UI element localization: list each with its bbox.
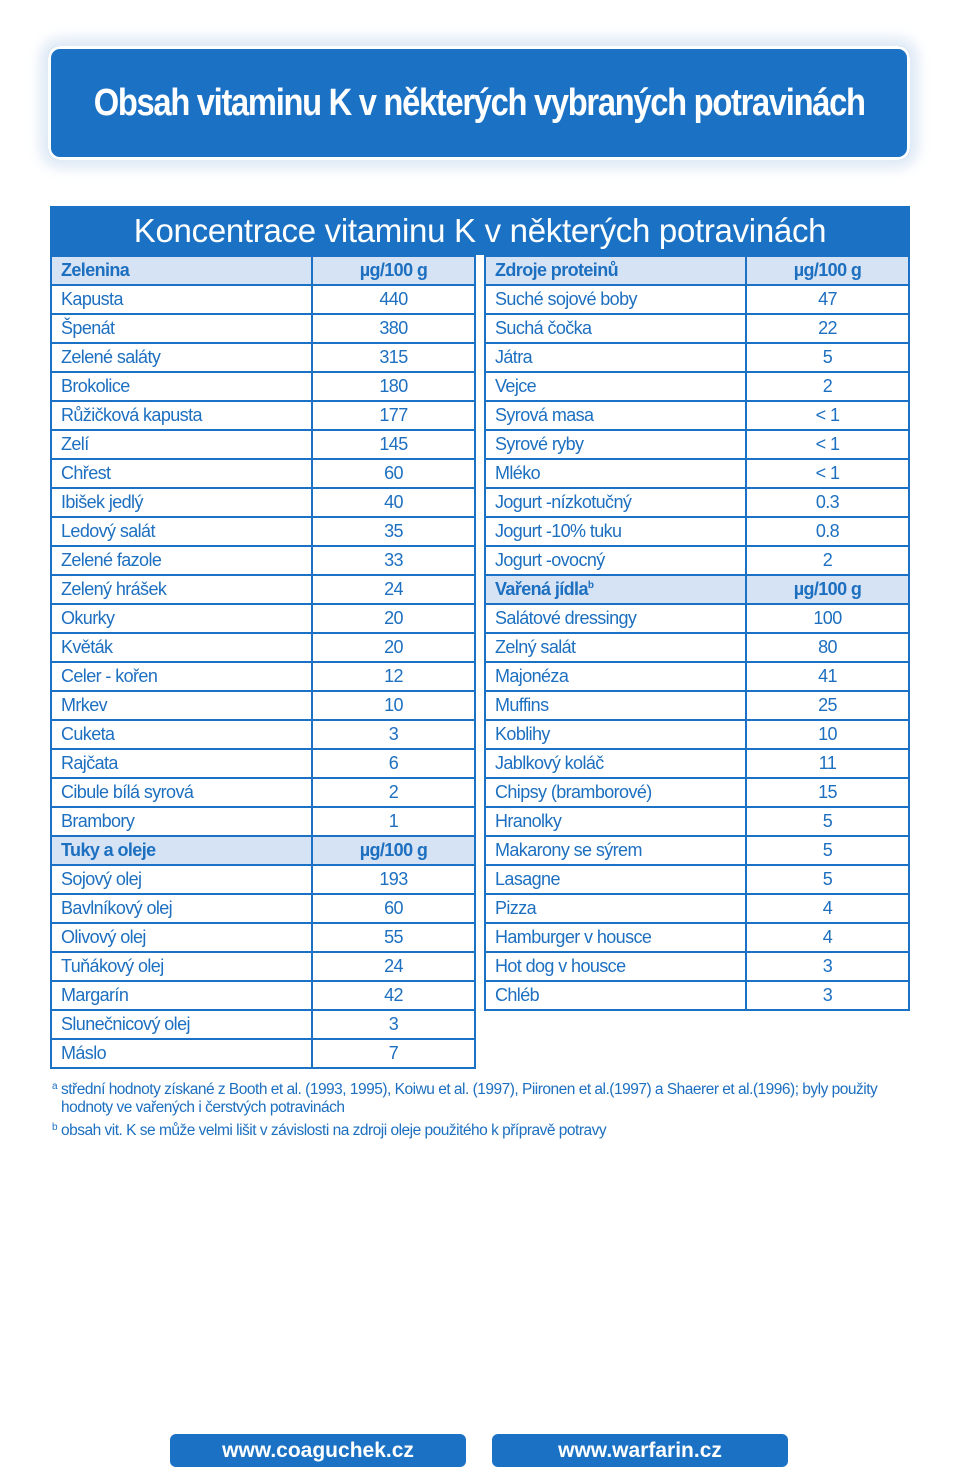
name-text: Olivový olej: [61, 927, 146, 947]
name-text: Kapusta: [61, 289, 123, 309]
table-row: [51, 517, 475, 546]
vitamin-k-value: 0.8: [746, 517, 909, 546]
table-row: [51, 865, 475, 894]
vitamin-k-value: 180: [312, 372, 475, 401]
vitamin-k-value: 3: [746, 981, 909, 1010]
name-text: Hamburger v housce: [495, 927, 652, 947]
name-text: Celer - kořen: [61, 666, 158, 686]
vitamin-k-value: 145: [312, 430, 475, 459]
page-title: Obsah vitaminu K v některých vybraných potravinách: [93, 81, 865, 124]
table-row: [51, 633, 475, 662]
food-name: [51, 662, 312, 691]
table-row: [51, 488, 475, 517]
vitamin-k-value: 7: [312, 1039, 475, 1068]
table-row: [51, 459, 475, 488]
footnote-text: střední hodnoty získané z Booth et al. (1993, 1995), Koiwu et al. (1997), Piironen et al.(1997) a Shaerer et al.(1996); byly použity hodnoty ve vařených i čerstvých potravinách: [61, 1081, 878, 1116]
table-row: [51, 807, 475, 836]
food-name: [51, 807, 312, 836]
food-name: [51, 1010, 312, 1039]
vitamin-k-value: 10: [746, 720, 909, 749]
food-name: [485, 343, 746, 372]
name-text: Zdroje proteinů: [495, 260, 618, 280]
unit-label: µg/100 g: [746, 575, 909, 604]
vitamin-k-value: 177: [312, 401, 475, 430]
category-name: [51, 836, 312, 865]
coaguchek-link-button[interactable]: www.coaguchek.cz: [170, 1434, 466, 1467]
food-name: [485, 923, 746, 952]
warfarin-link-button[interactable]: www.warfarin.cz: [492, 1434, 788, 1467]
table-row: [51, 546, 475, 575]
footnote-text: obsah vit. K se může velmi lišit v závislosti na zdroji oleje použitého k přípravě potravy: [61, 1122, 607, 1139]
vitamin-k-value: 1: [312, 807, 475, 836]
food-name: [485, 633, 746, 662]
table-row: [51, 575, 475, 604]
name-text: Chipsy (bramborové): [495, 782, 652, 802]
table-row: [485, 923, 909, 952]
name-text: Zelný salát: [495, 637, 576, 657]
vitamin-k-value: 25: [746, 691, 909, 720]
table-row: [51, 923, 475, 952]
food-name: [51, 894, 312, 923]
footnote-b: [52, 1122, 922, 1140]
name-text: Majonéza: [495, 666, 569, 686]
table-row: [51, 778, 475, 807]
name-text: Jogurt -10% tuku: [495, 521, 622, 541]
table-row: [51, 604, 475, 633]
vitamin-k-value: 47: [746, 285, 909, 314]
vitamin-k-value: < 1: [746, 459, 909, 488]
vitamin-k-value: 193: [312, 865, 475, 894]
vitamin-k-value: 440: [312, 285, 475, 314]
name-text: Vařená jídla: [495, 579, 588, 599]
table-row: [485, 517, 909, 546]
vitamin-k-value: 33: [312, 546, 475, 575]
name-text: Zelenina: [61, 260, 130, 280]
vitamin-k-value: 2: [746, 546, 909, 575]
table-row: [51, 749, 475, 778]
food-name: [485, 720, 746, 749]
food-name: [51, 401, 312, 430]
name-text: Syrová masa: [495, 405, 594, 425]
vitamin-k-value: 315: [312, 343, 475, 372]
title-banner: [48, 46, 910, 160]
food-name: [51, 865, 312, 894]
name-text: Slunečnicový olej: [61, 1014, 190, 1034]
food-name: [51, 749, 312, 778]
table-row: [51, 285, 475, 314]
name-text: Zelí: [61, 434, 89, 454]
food-name: [485, 778, 746, 807]
food-name: [485, 430, 746, 459]
food-name: [485, 401, 746, 430]
table-row: [485, 546, 909, 575]
table-row: [485, 807, 909, 836]
food-name: [485, 981, 746, 1010]
name-text: Zelené fazole: [61, 550, 162, 570]
food-name: [51, 720, 312, 749]
name-text: Růžičková kapusta: [61, 405, 202, 425]
food-name: [485, 604, 746, 633]
category-name: [485, 256, 746, 285]
table-row: [485, 662, 909, 691]
table-row: [485, 372, 909, 401]
food-name: [51, 575, 312, 604]
name-text: Játra: [495, 347, 533, 367]
table-row: [485, 604, 909, 633]
food-name: [485, 836, 746, 865]
table-row: [51, 314, 475, 343]
name-text: Lasagne: [495, 869, 560, 889]
name-text: Muffins: [495, 695, 549, 715]
table-row: [485, 720, 909, 749]
food-name: [51, 372, 312, 401]
vitamin-k-value: 3: [312, 720, 475, 749]
food-name: [485, 662, 746, 691]
name-text: Pizza: [495, 898, 537, 918]
name-text: Okurky: [61, 608, 115, 628]
table-row: [51, 691, 475, 720]
food-name: [485, 285, 746, 314]
vitamin-k-value: 60: [312, 894, 475, 923]
footnote-mark: b: [52, 1122, 58, 1133]
name-text: Mrkev: [61, 695, 107, 715]
vitamin-k-value: 11: [746, 749, 909, 778]
table-row: [485, 952, 909, 981]
vitamin-k-value: 80: [746, 633, 909, 662]
table-row: [51, 1039, 475, 1068]
table-row: [485, 749, 909, 778]
table-title: Koncentrace vitaminu K v některých potravinách: [50, 206, 910, 255]
table-row: [51, 662, 475, 691]
vitamin-k-value: 5: [746, 807, 909, 836]
food-name: [485, 894, 746, 923]
vitamin-k-value: 10: [312, 691, 475, 720]
name-text: Tuky a oleje: [61, 840, 156, 860]
table-row: [51, 952, 475, 981]
name-text: Koblihy: [495, 724, 550, 744]
food-name: [51, 778, 312, 807]
name-text: Chřest: [61, 463, 111, 483]
table-header-row: [485, 256, 909, 285]
table-header-row: [51, 256, 475, 285]
name-text: Brokolice: [61, 376, 130, 396]
food-name: [51, 517, 312, 546]
name-text: Květák: [61, 637, 113, 657]
table-row: [485, 285, 909, 314]
vitamin-k-value: 22: [746, 314, 909, 343]
food-name: [485, 314, 746, 343]
vitamin-k-value: 5: [746, 865, 909, 894]
footnote-mark: a: [52, 1081, 58, 1092]
name-text: Chléb: [495, 985, 540, 1005]
name-text: Hranolky: [495, 811, 562, 831]
food-name: [51, 923, 312, 952]
food-name: [485, 459, 746, 488]
name-text: Tuňákový olej: [61, 956, 164, 976]
unit-label: µg/100 g: [312, 836, 475, 865]
name-text: Suchá čočka: [495, 318, 592, 338]
vitamin-k-value: 5: [746, 836, 909, 865]
food-name: [51, 488, 312, 517]
name-text: Máslo: [61, 1043, 107, 1063]
table-header-row: [51, 836, 475, 865]
food-name: [485, 952, 746, 981]
name-text: Cibule bílá syrová: [61, 782, 194, 802]
vitamin-k-value: 15: [746, 778, 909, 807]
table-row: [51, 430, 475, 459]
table-row: [485, 401, 909, 430]
food-name: [51, 981, 312, 1010]
table-row: [51, 1010, 475, 1039]
right-column-table: [484, 255, 910, 1011]
vitamin-k-value: 24: [312, 575, 475, 604]
name-text: Jablkový koláč: [495, 753, 604, 773]
footnote-a: [52, 1081, 922, 1117]
name-text: Zelený hrášek: [61, 579, 167, 599]
food-name: [485, 546, 746, 575]
category-name: [485, 575, 746, 604]
vitamin-k-value: 5: [746, 343, 909, 372]
name-text: Bavlníkový olej: [61, 898, 173, 918]
table-row: [485, 981, 909, 1010]
food-name: [485, 807, 746, 836]
vitamin-k-value: 3: [746, 952, 909, 981]
vitamin-k-value: 20: [312, 604, 475, 633]
vitamin-k-value: 12: [312, 662, 475, 691]
food-name: [51, 604, 312, 633]
table-row: [51, 981, 475, 1010]
table-row: [51, 720, 475, 749]
name-text: Hot dog v housce: [495, 956, 626, 976]
table-row: [485, 894, 909, 923]
table-row: [485, 865, 909, 894]
name-text: Makarony se sýrem: [495, 840, 642, 860]
name-text: Vejce: [495, 376, 537, 396]
vitamin-k-value: 20: [312, 633, 475, 662]
footnote-marker: b: [587, 580, 594, 591]
table-row: [51, 401, 475, 430]
vitamin-k-value: 35: [312, 517, 475, 546]
food-name: [485, 865, 746, 894]
table-header-row: [485, 575, 909, 604]
table-row: [485, 343, 909, 372]
unit-label: µg/100 g: [746, 256, 909, 285]
food-name: [485, 749, 746, 778]
category-name: [51, 256, 312, 285]
vitamin-k-value: 41: [746, 662, 909, 691]
table-row: [485, 633, 909, 662]
vitamin-k-value: < 1: [746, 430, 909, 459]
vitamin-k-value: 3: [312, 1010, 475, 1039]
name-text: Syrové ryby: [495, 434, 584, 454]
vitamin-k-value: 42: [312, 981, 475, 1010]
vitamin-k-value: 40: [312, 488, 475, 517]
vitamin-k-value: 60: [312, 459, 475, 488]
table-row: [485, 459, 909, 488]
food-name: [485, 372, 746, 401]
table-row: [51, 372, 475, 401]
vitamin-k-value: 380: [312, 314, 475, 343]
table-row: [485, 488, 909, 517]
vitamin-k-value: 55: [312, 923, 475, 952]
vitamin-k-value: 100: [746, 604, 909, 633]
vitamin-k-value: 2: [746, 372, 909, 401]
vitamin-k-value: 4: [746, 923, 909, 952]
table-row: [51, 343, 475, 372]
name-text: Cuketa: [61, 724, 115, 744]
food-name: [51, 430, 312, 459]
food-name: [485, 517, 746, 546]
name-text: Margarín: [61, 985, 129, 1005]
name-text: Suché sojové boby: [495, 289, 637, 309]
food-name: [51, 952, 312, 981]
table-row: [51, 894, 475, 923]
table-row: [485, 430, 909, 459]
name-text: Sojový olej: [61, 869, 142, 889]
name-text: Mléko: [495, 463, 541, 483]
name-text: Rajčata: [61, 753, 118, 773]
name-text: Jogurt -nízkotučný: [495, 492, 632, 512]
name-text: Salátové dressingy: [495, 608, 637, 628]
food-name: [485, 488, 746, 517]
food-name: [51, 285, 312, 314]
footnotes: [52, 1081, 922, 1145]
table-row: [485, 778, 909, 807]
name-text: Brambory: [61, 811, 135, 831]
food-name: [51, 1039, 312, 1068]
vitamin-k-value: < 1: [746, 401, 909, 430]
food-name: [51, 343, 312, 372]
food-name: [485, 691, 746, 720]
vitamin-k-value: 4: [746, 894, 909, 923]
name-text: Špenát: [61, 318, 115, 338]
name-text: Ibišek jedlý: [61, 492, 143, 512]
vitamin-k-value: 0.3: [746, 488, 909, 517]
food-name: [51, 691, 312, 720]
food-name: [51, 546, 312, 575]
table-row: [485, 691, 909, 720]
name-text: Zelené saláty: [61, 347, 161, 367]
name-text: Jogurt -ovocný: [495, 550, 605, 570]
unit-label: µg/100 g: [312, 256, 475, 285]
vitamin-k-value: 2: [312, 778, 475, 807]
food-name: [51, 314, 312, 343]
vitamin-k-value: 6: [312, 749, 475, 778]
vitamin-k-value: 24: [312, 952, 475, 981]
food-name: [51, 459, 312, 488]
food-name: [51, 633, 312, 662]
name-text: Ledový salát: [61, 521, 155, 541]
left-column-table: [50, 255, 476, 1069]
table-row: [485, 836, 909, 865]
table-row: [485, 314, 909, 343]
